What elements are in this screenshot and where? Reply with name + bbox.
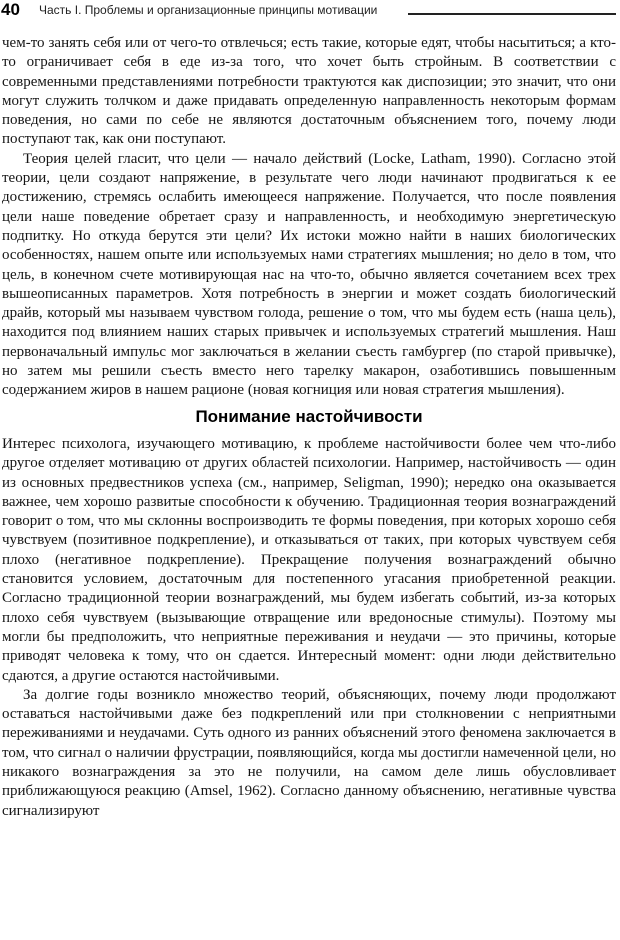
running-title: Часть I. Проблемы и организационные принципы мотивации	[39, 3, 378, 17]
body-paragraph: Интерес психолога, изучающего мотивацию, к проблеме настойчивости более чем что-либо другое отделяет мотивацию от других областей психологии. Например, настойчивость — один из основных предвестников успеха (см., например, Seligman, 1990); нередко она оказывается важнее, чем хорошо развитые способности к обучению. Традиционная теория вознаграждений говорит о том, что мы склонны воспроизводить те формы поведения, при которых хорошо себя чувствуем (позитивное подкрепление), и отказываться от таких, при которых чувствуем себя плохо (негативное подкрепление). Прекращение получения вознаграждений обычно становится условием, достаточным для постепенного угасания приобретенной реакции. Согласно традиционной теории вознаграждений, мы будем избегать событий, из-за которых плохо себя чувствуем (вызывающие отвращение или вредоносные стимулы). Поэтому мы могли бы предположить, что неприятные переживания и неудачи — это причины, которые приводят человека к тому, что он сдается. Интересный момент: одни люди действительно сдаются, а другие остаются настойчивыми.	[2, 435, 616, 684]
body-paragraph: За долгие годы возникло множество теорий, объясняющих, почему люди продолжают оставаться настойчивыми даже без подкреплений или при столкновении с неприятными переживаниями и неудачами. Суть одного из ранних объяснений этого феномена заключается в том, что сигнал о наличии фрустрации, появляющийся, когда мы достигли намеченной цели, но никакого вознаграждения за это не получили, на самом деле лишь обусловливает приближающуюся реакцию (Amsel, 1962). Согласно данному объяснению, негативные чувства сигнализируют	[2, 686, 616, 819]
section-heading: Понимание настойчивости	[195, 406, 423, 426]
header-rule	[408, 13, 616, 15]
body-paragraph: чем-то занять себя или от чего-то отвлечься; есть такие, которые едят, чтобы насытиться; а кто-то ограничивает себя в еде из-за того, что хочет быть стройным. В соответствии с современными представлениями потребности трактуются как диспозиции; это значит, что они могут служить толчком и даже придавать определенную направленность некоторым формам поведения, но сами по себе не являются достаточным объяснением того, почему люди поступают так, как они поступают.	[2, 35, 616, 148]
running-head	[0, 2, 620, 24]
page-number: 40	[1, 0, 20, 19]
body-paragraph: Теория целей гласит, что цели — начало действий (Locke, Latham, 1990). Согласно этой теории, цели создают напряжение, в результате чего люди начинают продвигаться к ее достижению, стремясь ослабить имеющееся напряжение. Получается, что после появления цели наше поведение обретает сразу и направленность, и необходимую энергетическую подпитку. Но откуда берутся эти цели? Их истоки можно найти в наших биологических особенностях, нашем опыте или используемых нами стратегиях мышления; но дело в том, что цель, в конечном счете мотивирующая нас на что-то, обычно является сочетанием всех трех вышеописанных параметров. Хотя потребность в энергии и может создать биологический драйв, который мы называем чувством голода, решение о том, что мы будем есть (наша цель), находится под влиянием наших старых привычек и используемых стратегий мышления. Наш первоначальный импульс мог заключаться в желании съесть гамбургер (по старой привычке), но затем мы решили съесть вместо него тарелку макарон, озаботившись повышенным содержанием жиров в нашем рационе (новая когниция или новая стратегия мышления).	[2, 150, 616, 399]
page-body	[2, 34, 616, 821]
